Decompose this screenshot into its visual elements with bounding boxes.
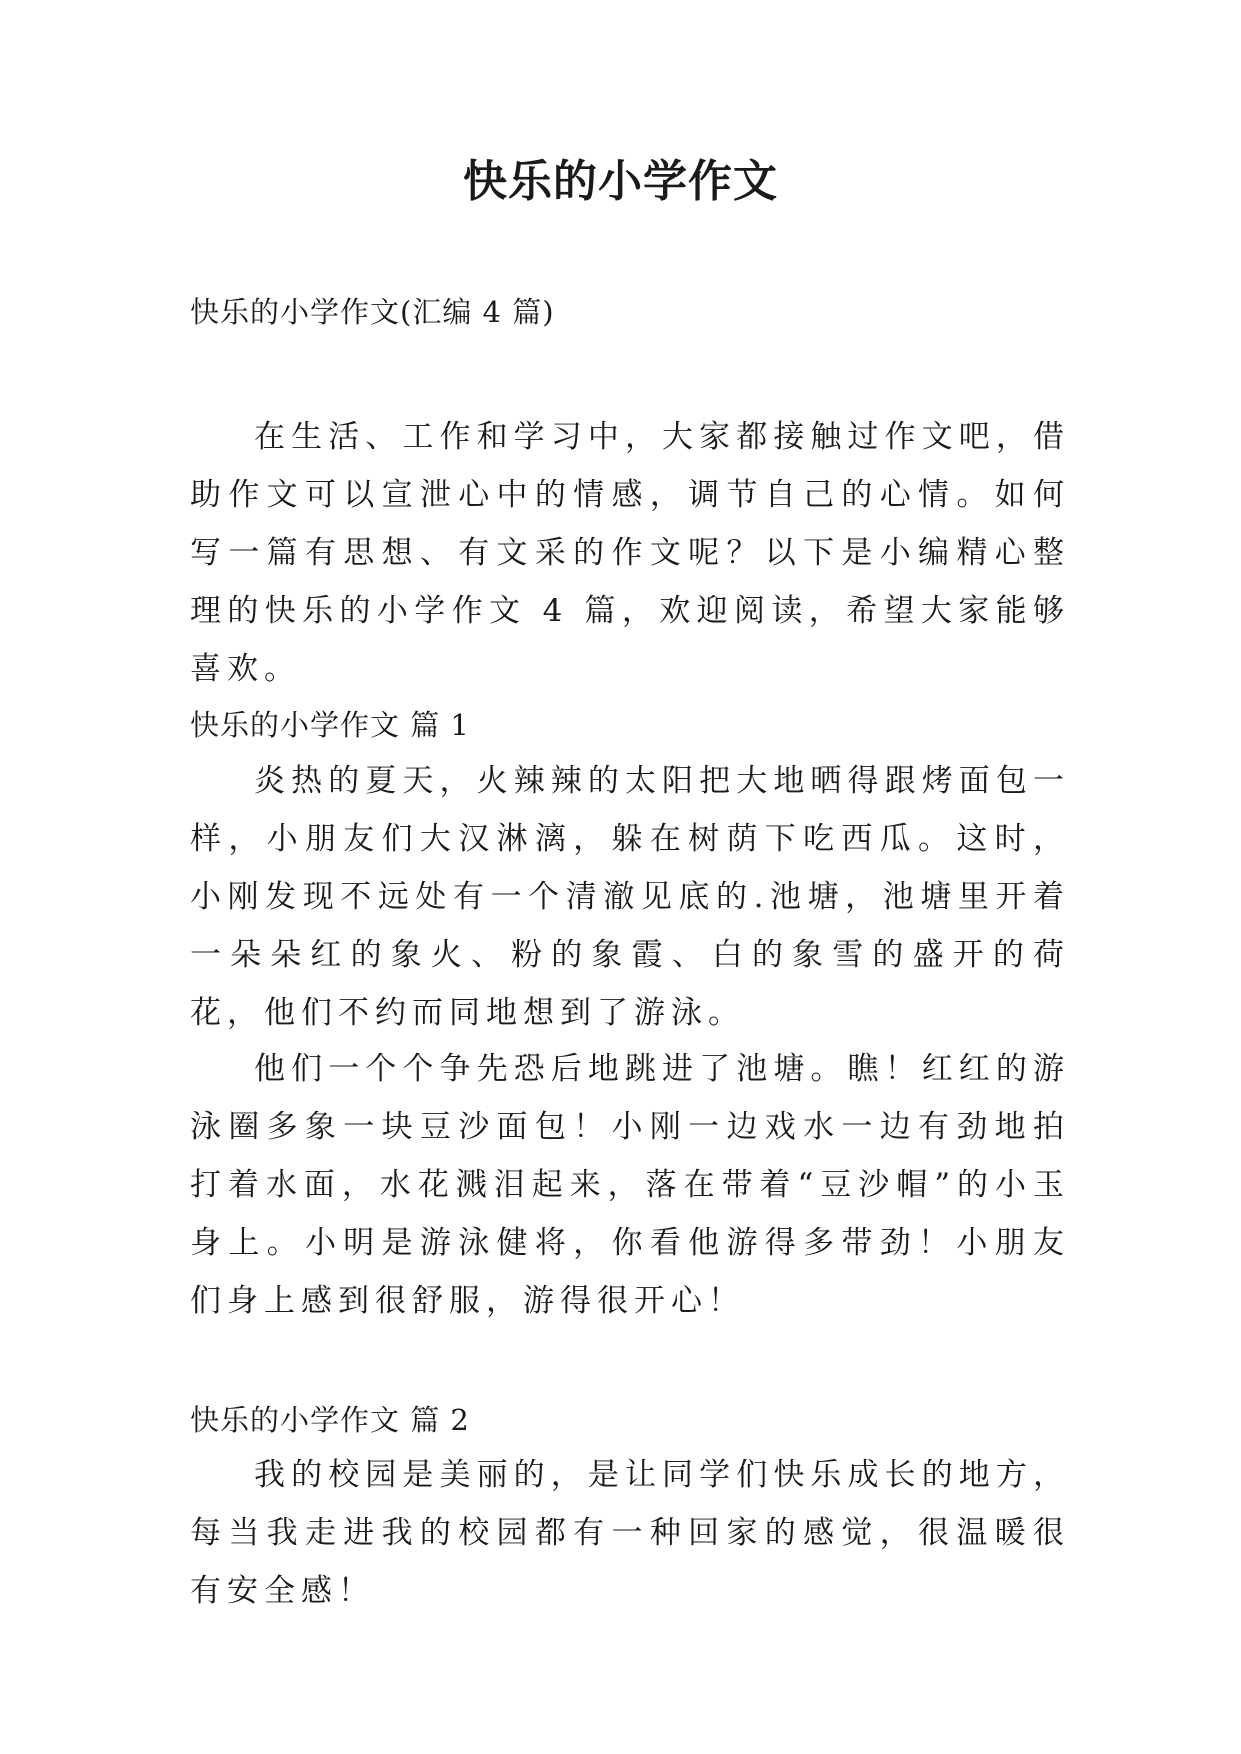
section-1-paragraph-2: 他们一个个争先恐后地跳进了池塘。瞧！红红的游泳圈多象一块豆沙面包！小刚一边戏水一边有劲地拍打着水面，水花溅泪起来，落在带着“豆沙帽”的小玉身上。小明是游泳健将，你看他游得多带劲！小朋友们身上感到很舒服，游得很开心！	[190, 1051, 1070, 1319]
section-heading-2: 快乐的小学作文 篇 2	[190, 1403, 470, 1437]
section-2-paragraph-1: 我的校园是美丽的，是让同学们快乐成长的地方，每当我走进我的校园都有一种回家的感觉，很温暖很有安全感！	[190, 1457, 1070, 1609]
page-title: 快乐的小学作文	[463, 156, 778, 207]
section-1-paragraph-1: 炎热的夏天，火辣辣的太阳把大地晒得跟烤面包一样，小朋友们大汉淋漓，躲在树荫下吃西瓜。这时，小刚发现不远处有一个清澈见底的.池塘，池塘里开着一朵朵红的象火、粉的象霞、白的象雪的盛开的荷花，他们不约而同地想到了游泳。	[190, 763, 1070, 1031]
section-heading-1: 快乐的小学作文 篇 1	[190, 708, 470, 742]
document-subtitle: 快乐的小学作文(汇编 4 篇)	[190, 295, 555, 329]
intro-paragraph: 在生活、工作和学习中，大家都接触过作文吧，借助作文可以宣泄心中的情感，调节自己的心情。如何写一篇有思想、有文采的作文呢？以下是小编精心整理的快乐的小学作文 4 篇，欢迎阅读，希望大家能够喜欢。	[190, 419, 1070, 687]
